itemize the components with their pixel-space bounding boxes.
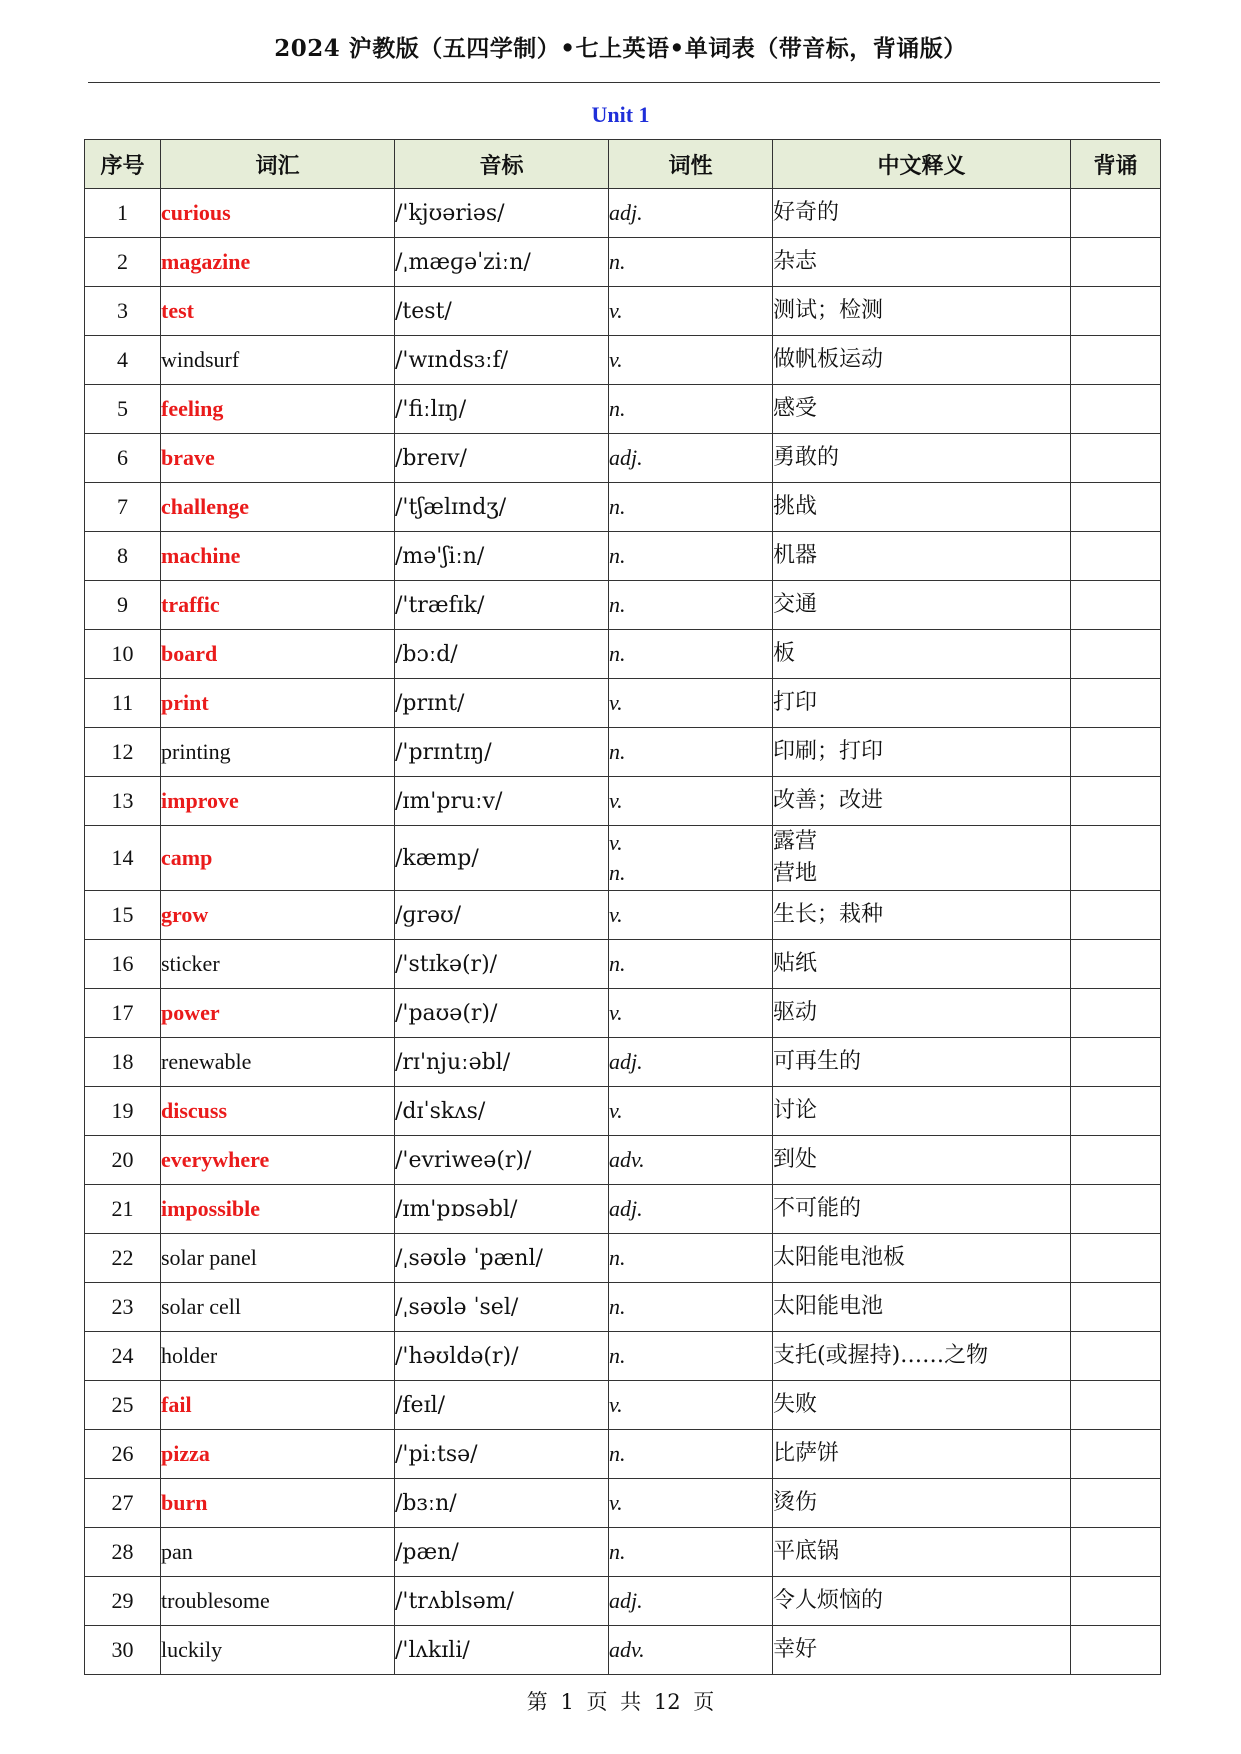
phonetic-transcription: /bɔːd/ bbox=[395, 630, 609, 679]
phonetic-transcription: /test/ bbox=[395, 287, 609, 336]
chinese-meaning-line: 平底锅 bbox=[773, 1539, 840, 1564]
row-number: 8 bbox=[85, 532, 161, 581]
part-of-speech-line: adv. bbox=[609, 1147, 645, 1172]
part-of-speech bbox=[609, 238, 773, 287]
table-row bbox=[85, 1087, 1161, 1136]
chinese-meaning bbox=[773, 1136, 1071, 1185]
part-of-speech bbox=[609, 189, 773, 238]
recite-checkbox-cell bbox=[1071, 1381, 1161, 1430]
row-number: 16 bbox=[85, 940, 161, 989]
vocab-word: troublesome bbox=[161, 1577, 395, 1626]
part-of-speech-line: v. bbox=[609, 788, 623, 813]
vocab-word: luckily bbox=[161, 1626, 395, 1675]
table-row bbox=[85, 483, 1161, 532]
vocab-word: renewable bbox=[161, 1038, 395, 1087]
row-number: 30 bbox=[85, 1626, 161, 1675]
chinese-meaning-line: 幸好 bbox=[773, 1637, 818, 1662]
part-of-speech-line: n. bbox=[609, 951, 626, 976]
chinese-meaning-line: 机器 bbox=[773, 543, 818, 568]
table-row bbox=[85, 1038, 1161, 1087]
part-of-speech bbox=[609, 777, 773, 826]
row-number: 20 bbox=[85, 1136, 161, 1185]
table-header-row bbox=[85, 140, 1161, 189]
part-of-speech-line: v. bbox=[609, 690, 623, 715]
part-of-speech bbox=[609, 483, 773, 532]
table-row bbox=[85, 385, 1161, 434]
table-row bbox=[85, 1626, 1161, 1675]
vocab-word-key: brave bbox=[161, 434, 395, 483]
chinese-meaning-line: 不可能的 bbox=[773, 1196, 862, 1221]
part-of-speech-line: v. bbox=[609, 298, 623, 323]
table-row bbox=[85, 891, 1161, 940]
recite-checkbox-cell bbox=[1071, 1283, 1161, 1332]
table-row bbox=[85, 1185, 1161, 1234]
recite-checkbox-cell bbox=[1071, 1577, 1161, 1626]
part-of-speech-line: n. bbox=[609, 1441, 626, 1466]
phonetic-transcription: /ɡrəʊ/ bbox=[395, 891, 609, 940]
chinese-meaning-line: 讨论 bbox=[773, 1098, 818, 1123]
page-header-title: 2024 沪教版（五四学制）•七上英语•单词表（带音标，背诵版） bbox=[274, 35, 967, 62]
row-number: 4 bbox=[85, 336, 161, 385]
vocab-word-key: print bbox=[161, 679, 395, 728]
phonetic-transcription: /ɪm'pɒsəbl/ bbox=[395, 1185, 609, 1234]
recite-checkbox-cell bbox=[1071, 1479, 1161, 1528]
vocab-word-key: pizza bbox=[161, 1430, 395, 1479]
part-of-speech bbox=[609, 1528, 773, 1577]
recite-checkbox-cell bbox=[1071, 679, 1161, 728]
chinese-meaning bbox=[773, 1332, 1071, 1381]
chinese-meaning bbox=[773, 1038, 1071, 1087]
chinese-meaning-line: 做帆板运动 bbox=[773, 347, 884, 372]
chinese-meaning-line: 支托(或握持)……之物 bbox=[773, 1343, 989, 1368]
part-of-speech bbox=[609, 989, 773, 1038]
phonetic-transcription: /ˌsəʊlə ˈpænl/ bbox=[395, 1234, 609, 1283]
recite-checkbox-cell bbox=[1071, 532, 1161, 581]
part-of-speech bbox=[609, 1087, 773, 1136]
recite-checkbox-cell bbox=[1071, 728, 1161, 777]
row-number: 24 bbox=[85, 1332, 161, 1381]
vocabulary-table-body bbox=[85, 189, 1161, 1675]
part-of-speech bbox=[609, 385, 773, 434]
chinese-meaning-line: 印刷；打印 bbox=[773, 739, 884, 764]
vocab-word-key: discuss bbox=[161, 1087, 395, 1136]
part-of-speech bbox=[609, 1038, 773, 1087]
part-of-speech bbox=[609, 1283, 773, 1332]
recite-checkbox-cell bbox=[1071, 483, 1161, 532]
chinese-meaning bbox=[773, 1626, 1071, 1675]
table-row bbox=[85, 1381, 1161, 1430]
recite-checkbox-cell bbox=[1071, 1528, 1161, 1577]
part-of-speech-line: n. bbox=[609, 592, 626, 617]
table-row bbox=[85, 1430, 1161, 1479]
part-of-speech bbox=[609, 1626, 773, 1675]
part-of-speech-line: n. bbox=[609, 1245, 626, 1270]
table-row bbox=[85, 1283, 1161, 1332]
vocab-word: windsurf bbox=[161, 336, 395, 385]
part-of-speech-line: n. bbox=[609, 860, 626, 885]
part-of-speech-line: n. bbox=[609, 396, 626, 421]
part-of-speech bbox=[609, 287, 773, 336]
part-of-speech bbox=[609, 532, 773, 581]
chinese-meaning-line: 杂志 bbox=[773, 249, 818, 274]
vocab-word: sticker bbox=[161, 940, 395, 989]
row-number: 10 bbox=[85, 630, 161, 679]
phonetic-transcription: /prɪnt/ bbox=[395, 679, 609, 728]
phonetic-transcription: /pæn/ bbox=[395, 1528, 609, 1577]
row-number: 13 bbox=[85, 777, 161, 826]
table-row bbox=[85, 238, 1161, 287]
chinese-meaning-line: 改善；改进 bbox=[773, 788, 884, 813]
phonetic-transcription: /breɪv/ bbox=[395, 434, 609, 483]
chinese-meaning bbox=[773, 287, 1071, 336]
table-row bbox=[85, 630, 1161, 679]
phonetic-transcription: /'trʌblsəm/ bbox=[395, 1577, 609, 1626]
part-of-speech-line: adj. bbox=[609, 1049, 643, 1074]
part-of-speech bbox=[609, 826, 773, 891]
chinese-meaning-line: 驱动 bbox=[773, 1000, 818, 1025]
recite-checkbox-cell bbox=[1071, 581, 1161, 630]
phonetic-transcription: /kæmp/ bbox=[395, 826, 609, 891]
vocab-word: pan bbox=[161, 1528, 395, 1577]
vocab-word-key: machine bbox=[161, 532, 395, 581]
vocab-word-key: burn bbox=[161, 1479, 395, 1528]
recite-checkbox-cell bbox=[1071, 1332, 1161, 1381]
row-number: 7 bbox=[85, 483, 161, 532]
chinese-meaning-line: 到处 bbox=[773, 1147, 818, 1172]
table-row bbox=[85, 581, 1161, 630]
part-of-speech-line: v. bbox=[609, 830, 623, 855]
column-header-no: 序号 bbox=[85, 140, 161, 189]
table-row bbox=[85, 777, 1161, 826]
part-of-speech-line: v. bbox=[609, 1000, 623, 1025]
chinese-meaning bbox=[773, 1381, 1071, 1430]
chinese-meaning bbox=[773, 940, 1071, 989]
chinese-meaning bbox=[773, 1430, 1071, 1479]
chinese-meaning-line: 烫伤 bbox=[773, 1490, 818, 1515]
phonetic-transcription: /mə'ʃiːn/ bbox=[395, 532, 609, 581]
table-row bbox=[85, 287, 1161, 336]
part-of-speech bbox=[609, 1332, 773, 1381]
part-of-speech bbox=[609, 1577, 773, 1626]
vocab-word: printing bbox=[161, 728, 395, 777]
table-row bbox=[85, 940, 1161, 989]
part-of-speech-line: adj. bbox=[609, 1196, 643, 1221]
chinese-meaning-line: 生长；栽种 bbox=[773, 902, 884, 927]
row-number: 19 bbox=[85, 1087, 161, 1136]
table-row bbox=[85, 1577, 1161, 1626]
vocab-word-key: power bbox=[161, 989, 395, 1038]
recite-checkbox-cell bbox=[1071, 1185, 1161, 1234]
page-footer: 第 1 页 共 12 页 bbox=[526, 1690, 715, 1714]
vocab-word-key: board bbox=[161, 630, 395, 679]
table-row bbox=[85, 826, 1161, 891]
vocab-word-key: challenge bbox=[161, 483, 395, 532]
chinese-meaning bbox=[773, 581, 1071, 630]
chinese-meaning bbox=[773, 336, 1071, 385]
chinese-meaning-line: 太阳能电池 bbox=[773, 1294, 884, 1319]
phonetic-transcription: /bɜːn/ bbox=[395, 1479, 609, 1528]
chinese-meaning-line: 贴纸 bbox=[773, 951, 818, 976]
row-number: 21 bbox=[85, 1185, 161, 1234]
table-row bbox=[85, 1136, 1161, 1185]
recite-checkbox-cell bbox=[1071, 1087, 1161, 1136]
recite-checkbox-cell bbox=[1071, 826, 1161, 891]
vocab-word-key: magazine bbox=[161, 238, 395, 287]
chinese-meaning-line: 感受 bbox=[773, 396, 818, 421]
table-row bbox=[85, 728, 1161, 777]
part-of-speech bbox=[609, 1136, 773, 1185]
row-number: 18 bbox=[85, 1038, 161, 1087]
recite-checkbox-cell bbox=[1071, 336, 1161, 385]
chinese-meaning bbox=[773, 630, 1071, 679]
phonetic-transcription: /ˌsəʊlə ˈsel/ bbox=[395, 1283, 609, 1332]
recite-checkbox-cell bbox=[1071, 1626, 1161, 1675]
row-number: 27 bbox=[85, 1479, 161, 1528]
chinese-meaning bbox=[773, 989, 1071, 1038]
chinese-meaning-line: 营地 bbox=[773, 861, 818, 886]
table-row bbox=[85, 1332, 1161, 1381]
chinese-meaning-line: 勇敢的 bbox=[773, 445, 840, 470]
phonetic-transcription: /'kjʊəriəs/ bbox=[395, 189, 609, 238]
chinese-meaning-line: 板 bbox=[773, 641, 796, 666]
recite-checkbox-cell bbox=[1071, 1430, 1161, 1479]
part-of-speech bbox=[609, 1381, 773, 1430]
part-of-speech bbox=[609, 336, 773, 385]
chinese-meaning bbox=[773, 1479, 1071, 1528]
row-number: 28 bbox=[85, 1528, 161, 1577]
chinese-meaning bbox=[773, 483, 1071, 532]
chinese-meaning-line: 交通 bbox=[773, 592, 818, 617]
chinese-meaning bbox=[773, 434, 1071, 483]
row-number: 22 bbox=[85, 1234, 161, 1283]
chinese-meaning bbox=[773, 1234, 1071, 1283]
chinese-meaning-line: 令人烦恼的 bbox=[773, 1588, 884, 1613]
row-number: 17 bbox=[85, 989, 161, 1038]
table-row bbox=[85, 336, 1161, 385]
phonetic-transcription: /ɪm'pruːv/ bbox=[395, 777, 609, 826]
part-of-speech-line: adj. bbox=[609, 445, 643, 470]
phonetic-transcription: /'prɪntɪŋ/ bbox=[395, 728, 609, 777]
header-divider bbox=[88, 82, 1160, 83]
vocab-word-key: feeling bbox=[161, 385, 395, 434]
vocab-word-key: grow bbox=[161, 891, 395, 940]
part-of-speech bbox=[609, 940, 773, 989]
recite-checkbox-cell bbox=[1071, 287, 1161, 336]
column-header-ipa: 音标 bbox=[395, 140, 609, 189]
recite-checkbox-cell bbox=[1071, 434, 1161, 483]
chinese-meaning-line: 露营 bbox=[773, 829, 818, 854]
table-row bbox=[85, 434, 1161, 483]
recite-checkbox-cell bbox=[1071, 1136, 1161, 1185]
part-of-speech-line: v. bbox=[609, 902, 623, 927]
vocabulary-table bbox=[84, 139, 1161, 1675]
chinese-meaning-line: 好奇的 bbox=[773, 200, 840, 225]
vocab-word-key: improve bbox=[161, 777, 395, 826]
chinese-meaning bbox=[773, 1087, 1071, 1136]
recite-checkbox-cell bbox=[1071, 940, 1161, 989]
part-of-speech-line: n. bbox=[609, 641, 626, 666]
chinese-meaning bbox=[773, 238, 1071, 287]
part-of-speech-line: n. bbox=[609, 1343, 626, 1368]
phonetic-transcription: /'həʊldə(r)/ bbox=[395, 1332, 609, 1381]
row-number: 9 bbox=[85, 581, 161, 630]
phonetic-transcription: /'piːtsə/ bbox=[395, 1430, 609, 1479]
part-of-speech-line: v. bbox=[609, 1098, 623, 1123]
part-of-speech-line: v. bbox=[609, 1392, 623, 1417]
recite-checkbox-cell bbox=[1071, 1234, 1161, 1283]
part-of-speech bbox=[609, 1234, 773, 1283]
table-row bbox=[85, 1234, 1161, 1283]
phonetic-transcription: /'stɪkə(r)/ bbox=[395, 940, 609, 989]
chinese-meaning-line: 可再生的 bbox=[773, 1049, 862, 1074]
phonetic-transcription: /rɪ'njuːəbl/ bbox=[395, 1038, 609, 1087]
part-of-speech-line: n. bbox=[609, 543, 626, 568]
part-of-speech bbox=[609, 891, 773, 940]
chinese-meaning bbox=[773, 385, 1071, 434]
vocab-word-key: traffic bbox=[161, 581, 395, 630]
row-number: 14 bbox=[85, 826, 161, 891]
recite-checkbox-cell bbox=[1071, 630, 1161, 679]
part-of-speech bbox=[609, 679, 773, 728]
chinese-meaning bbox=[773, 1185, 1071, 1234]
chinese-meaning bbox=[773, 891, 1071, 940]
part-of-speech bbox=[609, 728, 773, 777]
part-of-speech-line: v. bbox=[609, 1490, 623, 1515]
part-of-speech-line: adj. bbox=[609, 200, 643, 225]
vocab-word-key: impossible bbox=[161, 1185, 395, 1234]
row-number: 29 bbox=[85, 1577, 161, 1626]
chinese-meaning-line: 比萨饼 bbox=[773, 1441, 840, 1466]
column-header-recite: 背诵 bbox=[1071, 140, 1161, 189]
part-of-speech bbox=[609, 630, 773, 679]
part-of-speech-line: n. bbox=[609, 494, 626, 519]
recite-checkbox-cell bbox=[1071, 891, 1161, 940]
row-number: 15 bbox=[85, 891, 161, 940]
part-of-speech-line: adj. bbox=[609, 1588, 643, 1613]
phonetic-transcription: /'fiːlɪŋ/ bbox=[395, 385, 609, 434]
phonetic-transcription: /'evriweə(r)/ bbox=[395, 1136, 609, 1185]
chinese-meaning-line: 测试；检测 bbox=[773, 298, 884, 323]
row-number: 12 bbox=[85, 728, 161, 777]
chinese-meaning bbox=[773, 532, 1071, 581]
unit-title: Unit 1 bbox=[591, 102, 650, 127]
chinese-meaning-line: 打印 bbox=[773, 690, 818, 715]
column-header-pos: 词性 bbox=[609, 140, 773, 189]
recite-checkbox-cell bbox=[1071, 1038, 1161, 1087]
recite-checkbox-cell bbox=[1071, 385, 1161, 434]
phonetic-transcription: /dɪˈskʌs/ bbox=[395, 1087, 609, 1136]
part-of-speech bbox=[609, 1430, 773, 1479]
chinese-meaning-line: 失败 bbox=[773, 1392, 818, 1417]
row-number: 25 bbox=[85, 1381, 161, 1430]
chinese-meaning-line: 太阳能电池板 bbox=[773, 1245, 906, 1270]
part-of-speech-line: n. bbox=[609, 1294, 626, 1319]
chinese-meaning bbox=[773, 1283, 1071, 1332]
recite-checkbox-cell bbox=[1071, 777, 1161, 826]
vocab-word: solar panel bbox=[161, 1234, 395, 1283]
chinese-meaning bbox=[773, 777, 1071, 826]
row-number: 11 bbox=[85, 679, 161, 728]
phonetic-transcription: /'wɪndsɜːf/ bbox=[395, 336, 609, 385]
part-of-speech-line: n. bbox=[609, 1539, 626, 1564]
phonetic-transcription: /'træfɪk/ bbox=[395, 581, 609, 630]
vocab-word: holder bbox=[161, 1332, 395, 1381]
chinese-meaning bbox=[773, 189, 1071, 238]
table-row bbox=[85, 1479, 1161, 1528]
chinese-meaning bbox=[773, 679, 1071, 728]
vocab-word-key: test bbox=[161, 287, 395, 336]
part-of-speech bbox=[609, 1479, 773, 1528]
part-of-speech-line: v. bbox=[609, 347, 623, 372]
vocab-word-key: everywhere bbox=[161, 1136, 395, 1185]
chinese-meaning bbox=[773, 826, 1071, 891]
phonetic-transcription: /'paʊə(r)/ bbox=[395, 989, 609, 1038]
vocab-word: solar cell bbox=[161, 1283, 395, 1332]
phonetic-transcription: /feɪl/ bbox=[395, 1381, 609, 1430]
row-number: 26 bbox=[85, 1430, 161, 1479]
row-number: 2 bbox=[85, 238, 161, 287]
row-number: 1 bbox=[85, 189, 161, 238]
part-of-speech bbox=[609, 581, 773, 630]
part-of-speech-line: adv. bbox=[609, 1637, 645, 1662]
row-number: 23 bbox=[85, 1283, 161, 1332]
phonetic-transcription: /'tʃælɪndʒ/ bbox=[395, 483, 609, 532]
column-header-word: 词汇 bbox=[161, 140, 395, 189]
row-number: 3 bbox=[85, 287, 161, 336]
phonetic-transcription: /'lʌkɪli/ bbox=[395, 1626, 609, 1675]
chinese-meaning bbox=[773, 728, 1071, 777]
table-row bbox=[85, 189, 1161, 238]
recite-checkbox-cell bbox=[1071, 189, 1161, 238]
recite-checkbox-cell bbox=[1071, 238, 1161, 287]
column-header-meaning: 中文释义 bbox=[773, 140, 1071, 189]
chinese-meaning bbox=[773, 1528, 1071, 1577]
part-of-speech-line: n. bbox=[609, 249, 626, 274]
recite-checkbox-cell bbox=[1071, 989, 1161, 1038]
row-number: 5 bbox=[85, 385, 161, 434]
table-row bbox=[85, 679, 1161, 728]
part-of-speech bbox=[609, 1185, 773, 1234]
chinese-meaning bbox=[773, 1577, 1071, 1626]
phonetic-transcription: /ˌmæɡəˈziːn/ bbox=[395, 238, 609, 287]
row-number: 6 bbox=[85, 434, 161, 483]
table-row bbox=[85, 989, 1161, 1038]
vocab-word-key: fail bbox=[161, 1381, 395, 1430]
chinese-meaning-line: 挑战 bbox=[773, 494, 818, 519]
vocab-word-key: curious bbox=[161, 189, 395, 238]
part-of-speech bbox=[609, 434, 773, 483]
table-row bbox=[85, 1528, 1161, 1577]
table-row bbox=[85, 532, 1161, 581]
part-of-speech-line: n. bbox=[609, 739, 626, 764]
vocab-word-key: camp bbox=[161, 826, 395, 891]
